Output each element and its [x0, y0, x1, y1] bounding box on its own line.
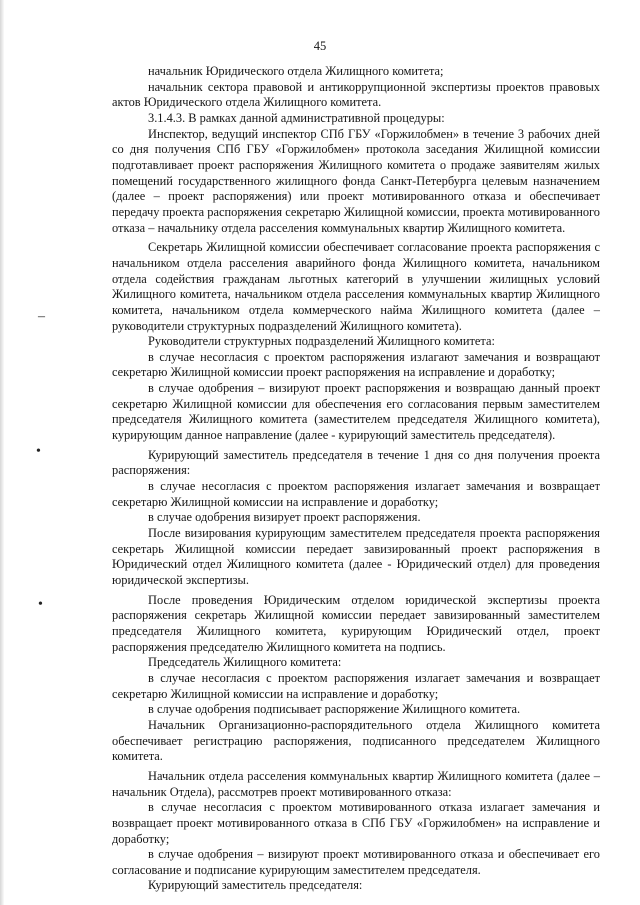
margin-mark: ‒ — [38, 309, 45, 324]
paragraph: Председатель Жилищного комитета: — [148, 655, 342, 670]
paragraph: Начальник Организационно-распорядительного отдела Жилищного комитета обеспечивает регистрацию распоряжения, подписанного председателем Жилищного комитета. — [112, 717, 600, 764]
paragraph: Секретарь Жилищной комиссии обеспечивает согласование проекта распоряжения с начальником отдела расселения аварийного фонда Жилищного комитета, начальником отдела содействия гражданам льготных категорий в улучшении жилищных условий Жилищного комитета, начальником отдела расселения коммунальных квартир Жилищного комитета, начальником отдела коммерческого найма Жилищного комитета (далее – руководители структурных подразделений Жилищного комитета). — [112, 240, 600, 333]
paragraph: начальник сектора правовой и антикоррупционной экспертизы проектов правовых актов Юридического отдела Жилищного комитета. — [112, 79, 600, 110]
page-number: 45 — [313, 39, 327, 53]
paragraph: начальник Юридического отдела Жилищного комитета; — [148, 64, 444, 78]
paragraph: 3.1.4.3. В рамках данной административной процедуры: — [148, 110, 445, 125]
paragraph: в случае одобрения подписывает распоряжение Жилищного комитета. — [148, 702, 521, 717]
paragraph: в случае несогласия с проектом распоряжения излагает замечания и возвращает секретарю Жилищной комиссии на исправление и доработку; — [112, 670, 600, 701]
paragraph: Руководители структурных подразделений Жилищного комитета: — [148, 334, 495, 349]
paragraph: в случае одобрения – визируют проект мотивированного отказа и обеспечивает его согласование и подписание курирующим заместителем председателя. — [112, 847, 600, 877]
document-body — [112, 64, 600, 894]
paragraph: в случае одобрения визирует проект распоряжения. — [148, 510, 421, 525]
paragraph: в случае несогласия с проектом распоряжения излагает замечания и возвращает секретарю Жилищной комиссии на исправление и доработку; — [112, 479, 600, 509]
paragraph: После проведения Юридическим отделом юридической экспертизы проекта распоряжения секретарь Жилищной комиссии передает завизированный заместителем председателя Жилищного комитета, курирующим Юридический отдел, проект распоряжения председателю Жилищного комитета на подпись. — [112, 592, 600, 654]
margin-mark: • — [36, 444, 41, 459]
paragraph: в случае одобрения – визируют проект распоряжения и возвращаю данный проект секретарю Жилищной комиссии для обеспечения его согласования первым заместителем председателя Жилищного комитета (заместителем председателя Жилищного комитета), курирующим данное направление (далее - курирующий заместитель председателя). — [112, 381, 600, 443]
paragraph: После визирования курирующим заместителем председателя проекта распоряжения секретарь Жилищной комиссии передает завизированный проект распоряжения в Юридический отдел Жилищного комитета (далее - Юридический отдел) для проведения юридической экспертизы. — [112, 526, 600, 587]
paragraph: Курирующий заместитель председателя: — [148, 878, 363, 893]
paragraph: Курирующий заместитель председателя в течение 1 дня со дня получения проекта распоряжения: — [112, 447, 600, 478]
paragraph: Инспектор, ведущий инспектор СПб ГБУ «Горжилобмен» в течение 3 рабочих дней со дня получения СПб ГБУ «Горжилобмен» протокола заседания Жилищной комиссии подготавливает проект распоряжения Жилищного комитета о продаже заявителям жилых помещений государственного жилищного фонда Санкт-Петербурга целевым назначением (далее – проект распоряжения) или проект мотивированного отказа и обеспечивает передачу проекта распоряжения секретарю Жилищной комиссии, проекта мотивированного отказа – начальнику отдела расселения коммунальных квартир Жилищного комитета. — [112, 126, 600, 235]
paragraph: в случае несогласия с проектом распоряжения излагают замечания и возвращают секретарю Жилищной комиссии проект распоряжения на исправление и доработку; — [112, 349, 600, 380]
scan-edge — [0, 0, 4, 905]
paragraph: Начальник отдела расселения коммунальных квартир Жилищного комитета (далее – начальник Отдела), рассмотрев проект мотивированного отказа: — [112, 768, 600, 799]
paragraph: в случае несогласия с проектом мотивированного отказа излагает замечания и возвращает проект мотивированного отказа в СПб ГБУ «Горжилобмен» на исправление и доработку; — [112, 800, 600, 846]
margin-mark: • — [38, 597, 43, 612]
